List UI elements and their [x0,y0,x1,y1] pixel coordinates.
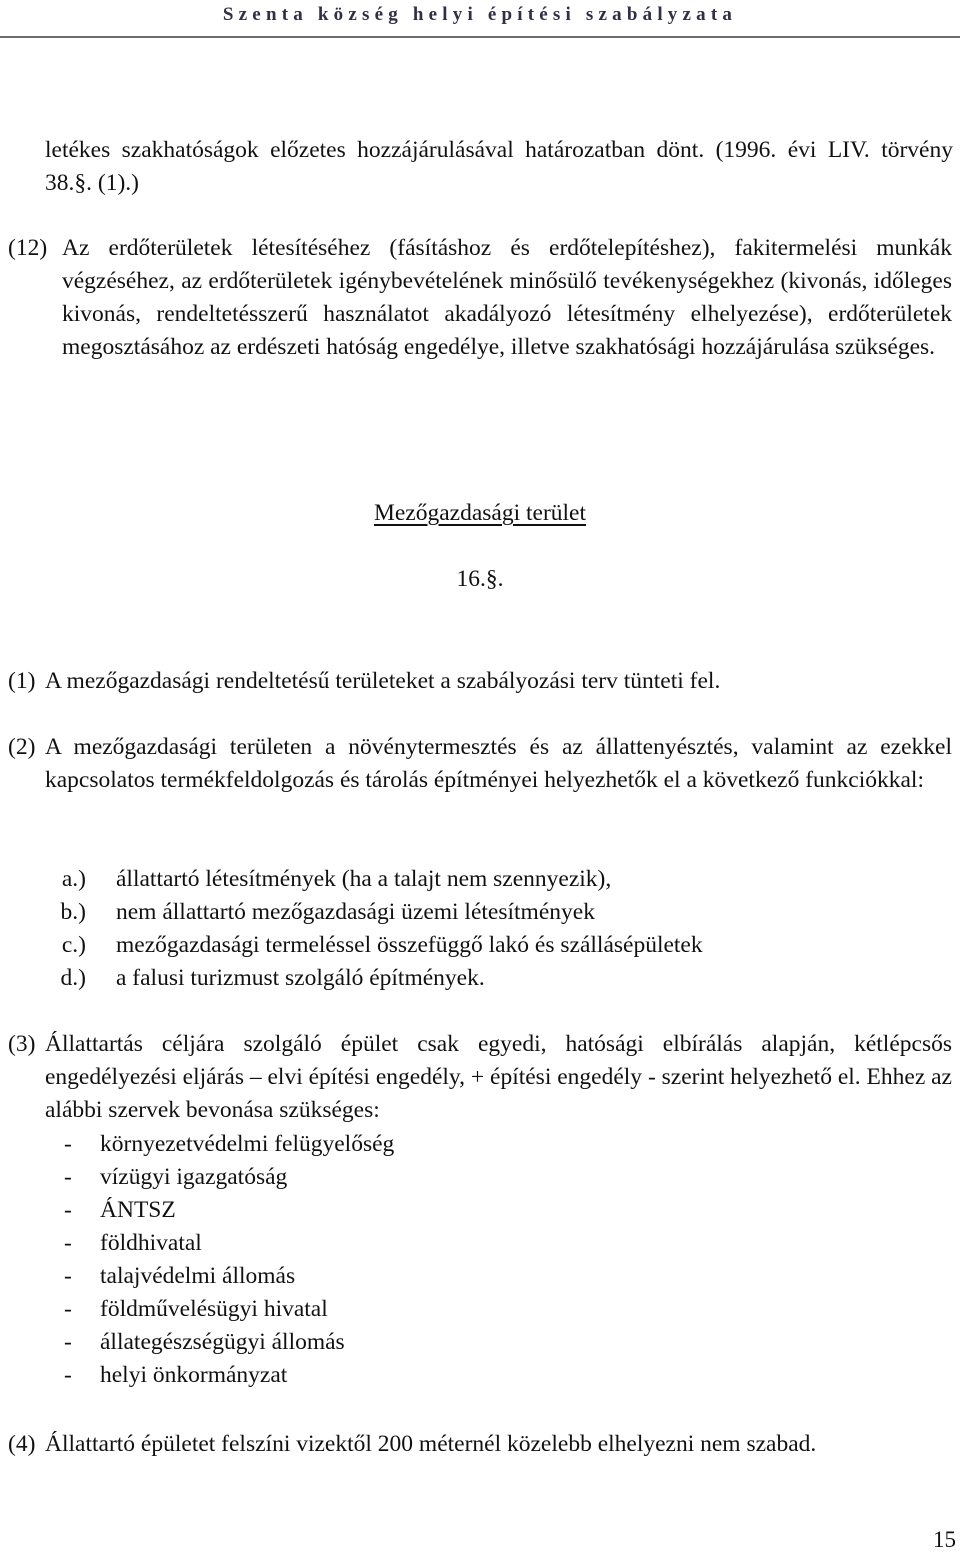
list-item-text: helyi önkormányzat [100,1362,288,1388]
list-item-text: a falusi turizmust szolgáló építmények. [116,965,485,991]
section-number: 16.§. [456,566,504,592]
paragraph-1 [8,665,952,698]
paragraph-number: (1) [8,668,36,694]
list-item [46,962,906,995]
section-title: Mezőgazdasági terület [373,500,587,526]
list-item-label: c.) [61,932,86,958]
list-item-text: állattartó létesítmények (ha a talajt nem szennyezik), [116,866,612,892]
list-item-text: földhivatal [100,1230,202,1256]
list-item-text: állategészségügyi állomás [100,1329,345,1355]
list-item-label: b.) [60,899,86,925]
list-dash: - [64,1164,72,1190]
list-item-text: mezőgazdasági termeléssel összefüggő lakó és szállásépületek [116,932,703,958]
list-item [46,929,906,962]
list-item [46,896,906,929]
list-item [64,1128,764,1161]
header-rule [0,36,960,38]
list-dash: - [64,1329,72,1355]
list-item [64,1194,764,1227]
list-dash: - [64,1230,72,1256]
paragraph-3 [8,1028,952,1127]
list-item-text: nem állattartó mezőgazdasági üzemi létesítmények [116,899,595,925]
paragraph-number: (3) [8,1031,36,1057]
paragraph-12 [8,232,952,364]
list-item-text: vízügyi igazgatóság [100,1164,288,1190]
list-item [64,1260,764,1293]
list-item [46,863,906,896]
list-dash: - [64,1296,72,1322]
intro-paragraph: letékes szakhatóságok előzetes hozzájárulásával határozatban dönt. (1996. évi LIV. törvény 38.§. (1).) [45,137,953,196]
list-dash: - [64,1263,72,1289]
list-item-label: a.) [61,866,86,892]
paragraph-text: Az erdőterületek létesítéséhez (fásításhoz és erdőtelepítéshez), fakitermelési munkák végzéséhez, az erdőterületek igénybevételének minősülő tevékenységekhez (kivonás, időleges kivonás, rendeltetésszerű használatot akadályozó létesítmény elhelyezése), erdőterületek megosztásához az erdészeti hatóság engedélye, illetve szakhatósági hozzájárulása szükséges. [62,235,952,360]
paragraph-2 [8,731,952,797]
list-item [64,1161,764,1194]
list-item-text: földművelésügyi hivatal [100,1296,328,1322]
paragraph-4 [8,1428,952,1461]
list-item-text: talajvédelmi állomás [100,1263,296,1289]
list-item-text: környezetvédelmi felügyelőség [100,1131,395,1157]
list-dash: - [64,1131,72,1157]
paragraph-number: (4) [8,1431,36,1457]
paragraph-text: Állattartás céljára szolgáló épület csak egyedi, hatósági elbírálás alapján, kétlépcsős engedélyezési eljárás – elvi építési engedély, + építési engedély - szerint helyezhető el. Ehhez az alábbi szervek bevonása szükséges: [45,1031,952,1123]
list-item-text: ÁNTSZ [100,1197,176,1223]
paragraph-text: A mezőgazdasági rendeltetésű területeket a szabályozási terv tünteti fel. [45,668,721,694]
list-item-label: d.) [60,965,86,991]
list-dash: - [64,1362,72,1388]
list-item [64,1293,764,1326]
paragraph-number: (12) [8,235,48,261]
paragraph-text: Állattartó épületet felszíni vizektől 200 méternél közelebb elhelyezni nem szabad. [45,1431,817,1457]
paragraph-text: A mezőgazdasági területen a növénytermesztés és az állattenyésztés, valamint az ezekkel kapcsolatos termékfeldolgozás és tárolás építményei helyezhetők el a következő funkciókkal: [45,734,952,793]
authority-list [64,1128,764,1392]
list-item [64,1359,764,1392]
function-list [46,863,906,995]
document-header: Szenta község helyi építési szabályzata [222,4,738,25]
list-item [64,1227,764,1260]
paragraph-number: (2) [8,734,36,760]
list-item [64,1326,764,1359]
list-dash: - [64,1197,72,1223]
page-number: 15 [933,1527,956,1552]
